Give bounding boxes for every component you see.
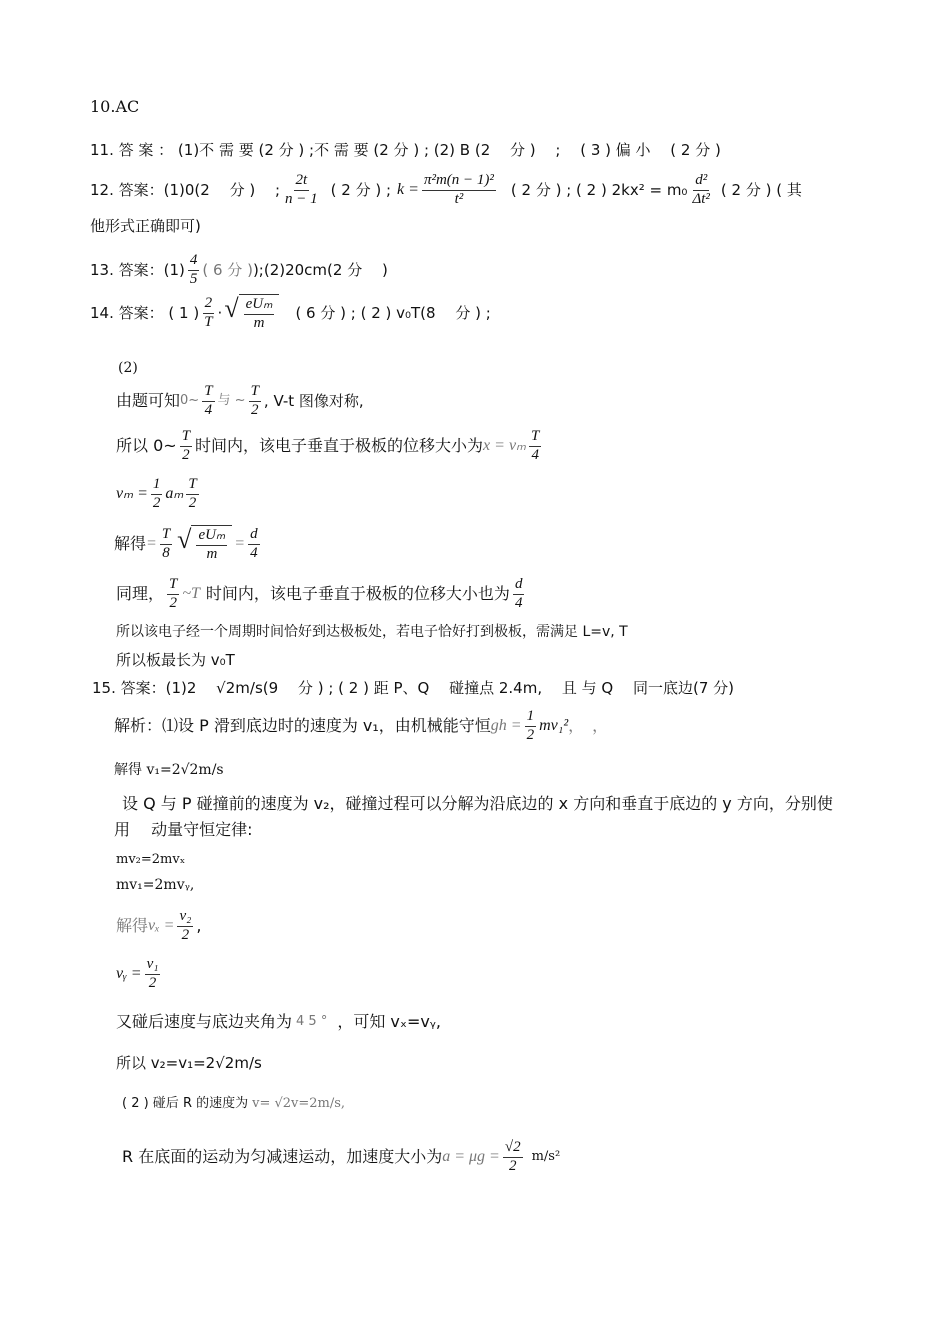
q12-k-equation: k = bbox=[397, 181, 419, 198]
sol15-line-2: 解得 v₁=2√2m/s bbox=[114, 762, 224, 778]
sol14-line-5: 同理， $\frac{T}{2}$ ~T 时间内，该电子垂直于极板的位移大小也为 $\frac{d}{4}$ bbox=[116, 575, 523, 611]
q12-score-1: ( 2 分 ) ; bbox=[330, 181, 392, 199]
sol14-part2-label: (2) bbox=[118, 360, 138, 376]
sol14-line-3: vₘ = $\frac{1}{2}$ aₘ $\frac{T}{2}$ bbox=[116, 475, 197, 511]
sol14-line-7: 所以板最长为 v₀T bbox=[116, 651, 235, 669]
sol15-line-5: mv₁=2mvᵧ, bbox=[116, 877, 195, 893]
sol14-l4-sqrt: √ $\frac{\text{eUₘ}}{m}$ bbox=[177, 525, 232, 563]
sol15-line-11: R 在底面的运动为匀减速运动，加速度大小为 a = μg = $\frac{√2}{2}$ m/s² bbox=[122, 1138, 561, 1174]
sol14-l1-fraction-2: $\frac{T}{2}$ bbox=[250, 382, 259, 418]
q13-score-gray: ( 6 分 ) bbox=[202, 261, 253, 279]
sol14-l5-fraction-1: $\frac{T}{2}$ bbox=[169, 575, 178, 611]
sol14-line-1: 由题可知 0~ $\frac{T}{4}$ 与 ~ $\frac{T}{2}$ , V-t 图像对称, bbox=[116, 382, 364, 418]
q14-fraction: $\frac{2}{T}$ bbox=[204, 294, 213, 330]
q14-sqrt: √ $\frac{\text{eUₘ}}{m}$ bbox=[224, 294, 279, 332]
q14-suffix: ( 6 分 ) ; ( 2 ) v₀T(8 分 ) ; bbox=[295, 304, 491, 322]
sol15-line-7: vᵧ = $\frac{\text{v₁}}{2}$ bbox=[116, 955, 159, 991]
answer-14 bbox=[90, 290, 491, 336]
q14-dot: · bbox=[217, 304, 223, 322]
q13-suffix: );(2)20cm(2 分 ) bbox=[252, 261, 388, 279]
sol15-line-9: 所以 v₂=v₁=2√2m/s bbox=[116, 1054, 262, 1072]
q13-fraction: $\frac{4}{5}$ bbox=[189, 251, 198, 287]
sol15-line-3: 设 Q 与 P 碰撞前的速度为 v₂，碰撞过程可以分解为沿底边的 x 方向和垂直于底边的 y 方向，分别使 bbox=[122, 794, 833, 813]
sol14-line-6: 所以该电子经一个周期时间恰好到达极板处，若电子恰好打到极板，需满足 L=v, T bbox=[116, 624, 628, 640]
answer-13 bbox=[90, 248, 388, 292]
answer-11: 11. 答 案 ： (1)不 需 要 (2 分 ) ;不 需 要 (2 分 ) ; (2) B (2 分 ) ; ( 3 ) 偏 小 ( 2 分 ) bbox=[90, 141, 721, 159]
sol14-l2-fraction-2: $\frac{T}{4}$ bbox=[531, 427, 540, 463]
q12-fraction-3: $\frac{\text{d²}}{\text{Δt²}}$ bbox=[692, 171, 710, 207]
sol14-line-2: 所以 0~ $\frac{T}{2}$ 时间内，该电子垂直于极板的位移大小为 x = vₘ $\frac{T}{4}$ bbox=[116, 427, 540, 463]
sol15-line-10: ( 2 ) 碰后 R 的速度为 v= √2v=2m/s, bbox=[122, 1096, 346, 1111]
sol14-l4-fraction-2: $\frac{d}{4}$ bbox=[250, 525, 258, 561]
sol15-line-6: 解得 vₓ = $\frac{\text{v₂}}{2}$ , bbox=[116, 907, 202, 943]
q14-prefix: 14. 答案： ( 1 ) bbox=[90, 304, 200, 322]
q12-score-3: ( 2 分 ) ( 其 bbox=[720, 181, 802, 199]
q12-score-2: ( 2 分 ) ; ( 2 ) 2kx² = m₀ bbox=[510, 181, 688, 199]
sol14-l4-fraction-1: $\frac{T}{8}$ bbox=[161, 525, 171, 561]
sol14-l3-fraction-2: $\frac{T}{2}$ bbox=[188, 475, 197, 511]
q12-fraction-1: $\frac{2t}{n - 1}$ bbox=[285, 171, 318, 207]
sol15-vy-fraction: $\frac{\text{v₁}}{2}$ bbox=[146, 955, 159, 991]
sol15-line-3b: 用 动量守恒定律: bbox=[114, 820, 253, 839]
answer-15: 15. 答案：(1)2 √2m/s(9 分 ) ; ( 2 ) 距 P、Q 碰撞点 2.4m, 且 与 Q 同一底边(7 分) bbox=[92, 679, 734, 697]
sol14-l2-fraction-1: $\frac{T}{2}$ bbox=[181, 427, 191, 463]
answer-12-continued: 他形式正确即可) bbox=[90, 217, 201, 235]
sol14-l1-fraction-1: $\frac{T}{4}$ bbox=[204, 382, 213, 418]
sol15-line-1: 解析：⑴设 P 滑到底边时的速度为 v₁，由机械能守恒 gh = $\frac{1}{2}$ mv₁² ， ， bbox=[114, 707, 609, 743]
sol14-l5-fraction-2: $\frac{d}{4}$ bbox=[514, 575, 523, 611]
q13-prefix: 13. 答案：(1) bbox=[90, 261, 185, 279]
sol14-l3-fraction-1: $\frac{1}{2}$ bbox=[152, 475, 161, 511]
sol14-line-4: 解得 = $\frac{T}{8}$ √ $\frac{\text{eUₘ}}{m}$ = $\frac{d}{4}$ bbox=[114, 525, 258, 562]
answer-12 bbox=[90, 164, 802, 216]
answer-10: 10.AC bbox=[90, 97, 140, 116]
q12-prefix: 12. 答案：(1)0(2 分 ) ; bbox=[90, 181, 281, 199]
sol15-line-8: 又碰后速度与底边夹角为 4 5 ° ，可知 vₓ=vᵧ, bbox=[116, 1012, 441, 1031]
sol15-fraction-half: $\frac{1}{2}$ bbox=[526, 707, 535, 743]
sol15-vx-fraction: $\frac{\text{v₂}}{2}$ bbox=[179, 907, 192, 943]
sol15-line-4: mv₂=2mvₓ bbox=[116, 852, 186, 867]
q12-fraction-2: $\frac{\text{π²m(n − 1)²}}{\text{t²}}$ bbox=[423, 171, 494, 207]
sol15-accel-fraction: $\frac{√2}{2}$ bbox=[504, 1138, 521, 1174]
